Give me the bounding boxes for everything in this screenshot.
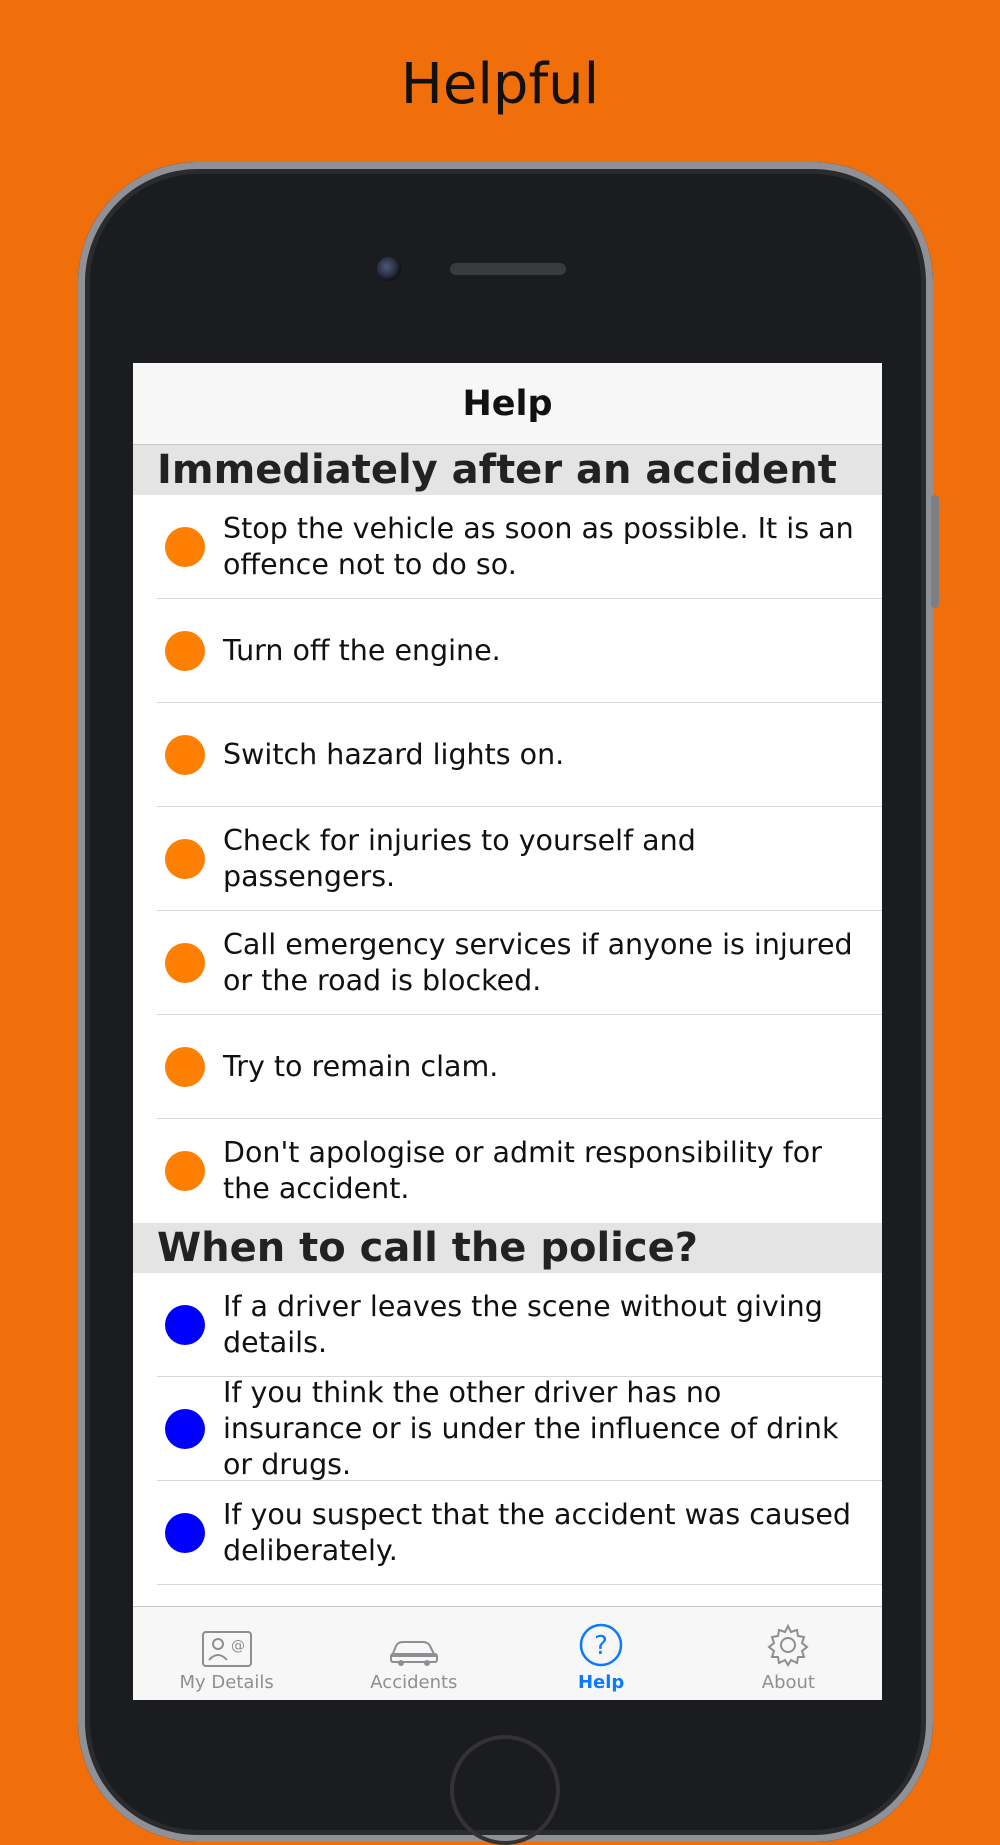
bullet-dot-icon [165,1151,205,1191]
bullet-dot-icon [165,839,205,879]
section-header: Immediately after an accident [133,445,882,495]
app-screen [133,363,882,1700]
home-button[interactable] [450,1735,560,1845]
list-item[interactable] [157,1273,882,1377]
bullet-dot-icon [165,1047,205,1087]
bullet-dot-icon [165,527,205,567]
tab-bar [133,1606,882,1700]
list-item-text: Stop the vehicle as soon as possible. It is an offence not to do so. [223,511,854,581]
list-item[interactable] [157,1481,882,1585]
section-when-to-call-police [133,1223,882,1585]
tab-my-details[interactable] [133,1607,320,1700]
list-item-text: Switch hazard lights on. [223,737,565,771]
contact-card-icon [201,1630,253,1668]
list-item[interactable] [157,495,882,599]
list-item-text: If you think the other driver has no insurance or is under the influence of drink or drugs. [223,1375,839,1481]
tab-accidents[interactable] [320,1607,507,1700]
tab-label: Accidents [370,1672,458,1693]
navigation-bar [133,363,882,445]
list-item[interactable] [157,703,882,807]
list-item[interactable] [157,1377,882,1481]
list-item-text: If you suspect that the accident was caused deliberately. [223,1497,851,1567]
list-item[interactable] [157,807,882,911]
list-item[interactable] [157,599,882,703]
bullet-dot-icon [165,1513,205,1553]
svg-text:@: @ [230,1638,245,1654]
tab-label: Help [577,1672,625,1693]
list-item-text: If a driver leaves the scene without giving details. [223,1289,823,1359]
list-item-text: Don't apologise or admit responsibility for the accident. [223,1136,822,1205]
list-item-text: Call emergency services if anyone is injured or the road is blocked. [223,927,853,997]
bullet-dot-icon [165,1409,205,1449]
bullet-dot-icon [165,943,205,983]
gear-icon [765,1622,811,1668]
svg-text:?: ? [594,1631,609,1661]
promo-headline: Helpful [400,52,600,117]
list-item-text: Turn off the engine. [223,633,501,667]
list-item[interactable] [157,1015,882,1119]
section-header: When to call the police? [133,1223,882,1273]
bullet-dot-icon [165,1305,205,1345]
question-circle-icon [578,1622,624,1668]
tab-label: About [761,1672,815,1693]
bullet-dot-icon [165,631,205,671]
section-immediately-after [133,445,882,1223]
bullet-dot-icon [165,735,205,775]
page-title: Help [462,383,553,424]
list-item[interactable] [157,1119,882,1223]
list-item-text: Try to remain clam. [223,1049,499,1083]
phone-volume-button [931,520,939,608]
list-item[interactable] [157,911,882,1015]
front-camera [377,257,401,281]
earpiece-speaker [450,263,566,275]
car-crash-icon [388,1630,440,1668]
list-item-text: Check for injuries to yourself and passengers. [223,823,696,893]
tab-help[interactable] [508,1607,695,1700]
tab-about[interactable] [695,1607,882,1700]
tab-label: My Details [179,1672,274,1693]
